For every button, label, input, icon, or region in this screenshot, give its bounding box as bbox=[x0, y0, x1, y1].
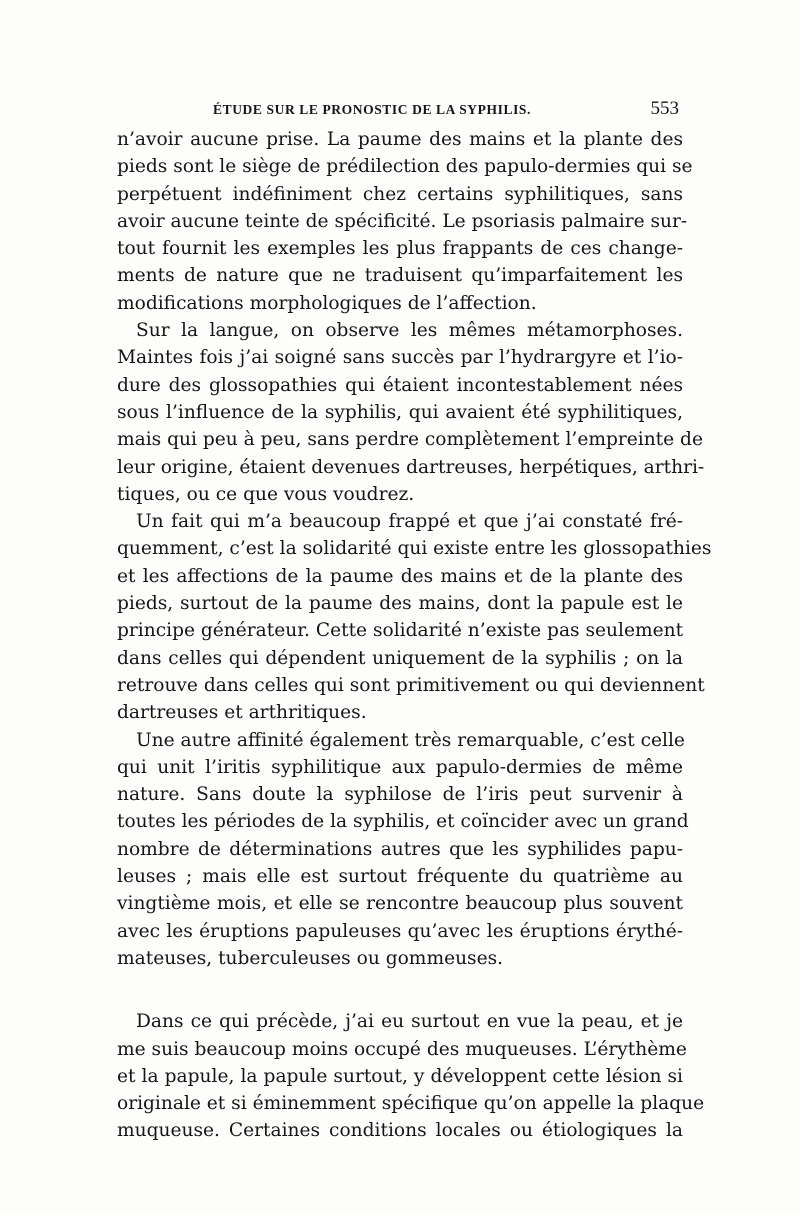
text-line: principe générateur. Cette solidarité n’existe pas seulement bbox=[117, 620, 684, 642]
text-line: nature. Sans doute la syphilose de l’iris peut survenir à bbox=[117, 784, 683, 806]
text-line: dartreuses et arthritiques. bbox=[117, 702, 367, 724]
text-line: dure des glossopathies qui étaient incontestablement nées bbox=[117, 374, 683, 396]
running-title: ÉTUDE SUR LE PRONOSTIC DE LA SYPHILIS. bbox=[213, 102, 532, 117]
text-line: leur origine, étaient devenues dartreuses, herpétiques, arthri- bbox=[117, 456, 705, 478]
text-line: avec les éruptions papuleuses qu’avec les éruptions érythé- bbox=[117, 920, 683, 942]
section-gap bbox=[117, 972, 683, 1008]
text-line: quemment, c’est la solidarité qui existe entre les glossopathies bbox=[117, 538, 712, 560]
text-line: nombre de déterminations autres que les syphilides papu- bbox=[117, 838, 683, 860]
body-text bbox=[117, 126, 712, 1145]
text-line: toutes les périodes de la syphilis, et coïncider avec un grand bbox=[117, 811, 689, 833]
text-line: Une autre affinité également très remarquable, c’est celle bbox=[136, 729, 685, 751]
text-line: pieds, surtout de la paume des mains, dont la papule est le bbox=[117, 593, 683, 615]
text-line: dans celles qui dépendent uniquement de la syphilis ; on la bbox=[117, 647, 683, 669]
text-line: leuses ; mais elle est surtout fréquente du quatrième au bbox=[117, 866, 683, 888]
text-line: et la papule, la papule surtout, y développent cette lésion si bbox=[117, 1065, 683, 1087]
text-line: retrouve dans celles qui sont primitivement ou qui deviennent bbox=[117, 674, 705, 696]
page-number: 553 bbox=[650, 98, 679, 119]
text-line: Maintes fois j’ai soigné sans succès par l’hydrargyre et l’io- bbox=[117, 347, 683, 369]
paragraph bbox=[117, 508, 712, 726]
text-line: Un fait qui m’a beaucoup frappé et que j’ai constaté fré- bbox=[136, 511, 683, 533]
text-line: pieds sont le siège de prédilection des papulo-dermies qui se bbox=[117, 156, 693, 178]
text-line: mateuses, tuberculeuses ou gommeuses. bbox=[117, 947, 504, 969]
paragraph bbox=[117, 126, 693, 317]
running-head bbox=[117, 98, 683, 122]
text-line: perpétuent indéfiniment chez certains syphilitiques, sans bbox=[117, 183, 683, 205]
paragraph bbox=[117, 1008, 705, 1144]
text-line: me suis beaucoup moins occupé des muqueuses. L’érythème bbox=[117, 1038, 687, 1060]
text-line: Dans ce qui précède, j’ai eu surtout en vue la peau, et je bbox=[136, 1011, 683, 1033]
text-line: ments de nature que ne traduisent qu’imparfaitement les bbox=[117, 265, 683, 287]
text-line: et les affections de la paume des mains et de la plante des bbox=[117, 565, 683, 587]
text-line: avoir aucune teinte de spécificité. Le psoriasis palmaire sur- bbox=[117, 210, 688, 232]
paragraph bbox=[117, 727, 689, 973]
text-line: tout fournit les exemples les plus frappants de ces change- bbox=[117, 238, 683, 260]
text-line: qui unit l’iritis syphilitique aux papulo-dermies de même bbox=[117, 756, 683, 778]
text-line: n’avoir aucune prise. La paume des mains et la plante des bbox=[117, 129, 683, 150]
text-line: originale et si éminemment spécifique qu’on appelle la plaque bbox=[117, 1093, 705, 1115]
text-line: sous l’influence de la syphilis, qui avaient été syphilitiques, bbox=[117, 401, 683, 423]
paragraph bbox=[117, 317, 705, 508]
text-line: modifications morphologiques de l’affection. bbox=[117, 292, 537, 314]
text-line: tiques, ou ce que vous voudrez. bbox=[117, 483, 415, 505]
text-line: vingtième mois, et elle se rencontre beaucoup plus souvent bbox=[117, 893, 683, 915]
text-line: mais qui peu à peu, sans perdre complètement l’empreinte de bbox=[117, 429, 703, 451]
text-line: muqueuse. Certaines conditions locales ou étiologiques la bbox=[117, 1120, 683, 1142]
text-line: Sur la langue, on observe les mêmes métamorphoses. bbox=[136, 320, 683, 342]
